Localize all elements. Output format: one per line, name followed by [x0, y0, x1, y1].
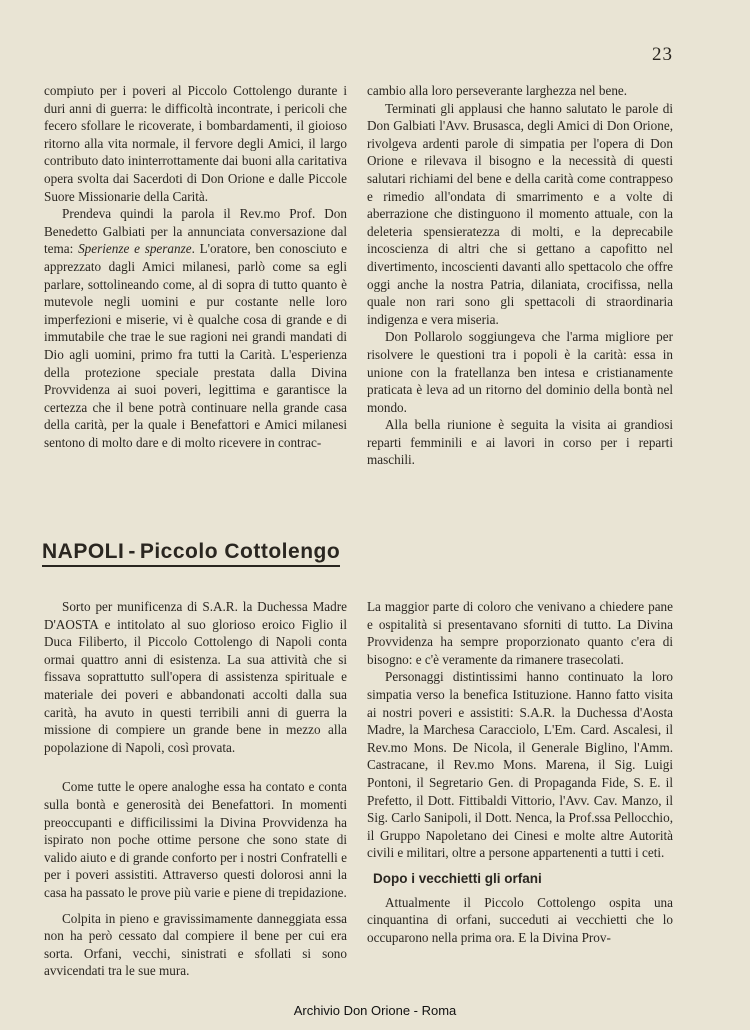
section-dash: -: [128, 540, 136, 563]
talk-title: Sperienze e speranze: [78, 241, 192, 257]
paragraph: Come tutte le opere analoghe essa ha contato e conta sulla bontà e generosità dei Benefattori. In momenti preoccupanti e difficilissimi la Divina Provvidenza ha ispirato non poche ottime persone che sono state di valido aiuto e di grande conforto per i nostri Confratelli e per i poveri assistiti. Attraverso questi dolorosi anni la casa ha passato le prove più varie e piene di trepidazione.: [44, 779, 347, 900]
top-right-column: [367, 82, 673, 469]
paragraph-text: Prendeva quindi la parola il Rev.mo Prof. Don Benedetto Galbiati per la annunciata conversazione dal tema:: [44, 206, 347, 257]
bottom-left-column: [44, 598, 347, 980]
section-heading: [42, 540, 340, 567]
section-place: NAPOLI: [42, 540, 125, 563]
subheading: Dopo i vecchietti gli orfani: [373, 870, 542, 886]
paragraph: Personaggi distintissimi hanno continuato la loro simpatia verso la benefica Istituzione. Hanno fatto visita ai nostri poveri e assistiti: S.A.R. la Duchessa d'Aosta Madre, la Marchesa Caracciolo, L'Em. Card. Ascalesi, il Rev.mo Mons. De Nicola, il Generale Biglino, l'Amm. Castracane, il Rev.mo Mons. Marena, il Sig. Luigi Pontoni, il Segretario Gen. di Propaganda Fide, S. E. il Prefetto, il Dott. Fittibaldi Vittorio, l'Avv. Cav. Manzo, il Sig. Carlo Sanipoli, il Dott. Nenca, la Prof.ssa Pellocchio, il Gruppo Napoletano dei Cinesi e molte altre Autorità civili e militari, oltre a persone appartenenti a tutti i ceti.: [367, 669, 673, 861]
paragraph-text: . L'oratore, ben conosciuto e apprezzato dagli Amici milanesi, parlò come sa egli parlare, sottolineando come, al di sopra di tutto quanto è mutevole negli uomini e pur costante nelle loro imperfezioni e miserie, vi è qualche cosa di grande e di immutabile che trae le sue ragioni nei grandi mandati di Dio agli uomini, primo fra tutti la Carità. L'esperienza della protezione speciale prestata dalla Divina Provvidenza ai suoi poveri, legittima e garantisce la certezza che il bene potrà continuare nella grande casa della carità, per la quale i Benefattori e Amici milanesi sentono di molto dare e di molto ricevere in contrac-: [44, 241, 347, 450]
paragraph: Attualmente il Piccolo Cottolengo ospita una cinquantina di orfani, succeduti ai vecchietti che lo occuparono nella prima ora. E la Divina Prov-: [367, 894, 673, 945]
section-name: Piccolo Cottolengo: [139, 540, 341, 563]
paragraph: Alla bella riunione è seguita la visita ai grandiosi reparti femminili e ai lavori in corso per i reparti maschili.: [367, 417, 673, 468]
paragraph: Terminati gli applausi che hanno salutato le parole di Don Galbiati l'Avv. Brusasca, degli Amici di Don Orione, rivolgeva ardenti parole di simpatia per l'opera di Don Orione e rilevava il bisogno e la necessità di questi salutari richiami del bene e della carità come contrappeso e rimedio all'ondata di smarrimento e a volte di aberrazione che distinguono il momento attuale, con la deleteria spensieratezza di molti, e la deprecabile incoscienza di altri che si gettano a capofitto nel divertimento, incoscienti davanti allo spettacolo che offre oggi anche la nostra Patria, dilaniata, crocifissa, nella quale non rari sono gli spettacoli di straordinaria indigenza e vera miseria.: [367, 100, 673, 327]
paragraph: cambio alla loro perseverante larghezza nel bene.: [367, 83, 628, 98]
top-left-column: [44, 82, 347, 451]
bottom-right-column: [367, 598, 673, 946]
paragraph: La maggior parte di coloro che venivano a chiedere pane e ospitalità si presentavano sforniti di tutto. La Divina Provvidenza ha sempre proporzionato quanto c'era di bisogno: e c'è veramente da rimanere trasecolati.: [367, 599, 673, 667]
page-number: 23: [652, 44, 673, 65]
paragraph: Colpita in pieno e gravissimamente danneggiata essa non ha però cessato dal compiere il bene per cui era sorta. Orfani, vecchi, sinistrati e sfollati si sono avvicendati tra le sue mura.: [44, 910, 347, 979]
archive-watermark: Archivio Don Orione - Roma: [293, 1003, 457, 1018]
paragraph: [44, 205, 347, 451]
paragraph: Sorto per munificenza di S.A.R. la Duchessa Madre D'AOSTA e intitolato al suo glorioso eroico Figlio il Duca Filiberto, il Piccolo Cottolengo di Napoli conta ormai quattro anni di esistenza. La sua attività che si fissava soprattutto sull'opera di assistenza spirituale e materiale dei poveri e abbandonati accolti dalla sua carità, ha avuto in questi terribili anni di guerra la missione di compiere un grande bene in mezzo alla popolazione di Napoli, così provata.: [44, 599, 347, 755]
paragraph: Don Pollarolo soggiungeva che l'arma migliore per risolvere le questioni tra i popoli è la carità: essa in unione con la fratellanza ben intesa e cristianamente praticata è leva ad un ritorno del dominio della bontà nel mondo.: [367, 329, 673, 415]
paragraph: compiuto per i poveri al Piccolo Cottolengo durante i duri anni di guerra: le difficoltà incontrate, i pericoli che fecero sfollare le ricoverate, i bombardamenti, il gioioso ritorno alla vita normale, il fervore degli Amici, il largo contributo dato ininterrottamente dai buoni alla caritativa opera svolta dai Sacerdoti di Don Orione e dalle Piccole Suore Missionarie della Carità.: [44, 83, 347, 204]
